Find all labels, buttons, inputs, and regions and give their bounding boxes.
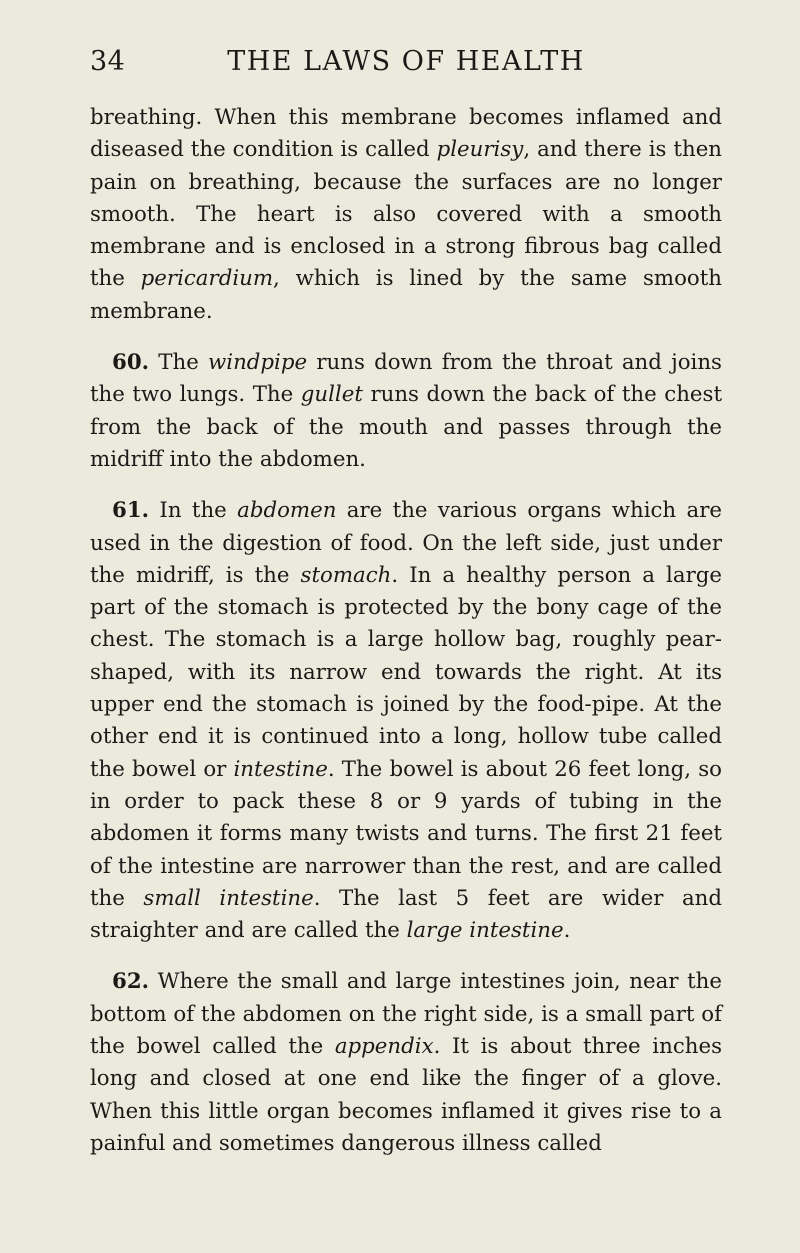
text-run: , which is lined by the same smooth membrane. bbox=[90, 266, 722, 324]
term-abdomen: abdomen bbox=[237, 498, 337, 524]
text-run: , and there is then pain on breathing, because the surfaces are no longer smooth. The heart is also covered with a smooth membrane and is enclosed in a strong fibrous bag called the bbox=[90, 137, 723, 292]
page-header bbox=[90, 46, 722, 86]
paragraph-continuation bbox=[90, 102, 722, 328]
text-run: . In a healthy person a large part of the stomach is protected by the bony cage of the chest. The stomach is a large hollow bag, roughly pear-shaped, with its narrow end towards the right. At its upper end the stomach is joined by the food-pipe. At the other end it is continued into a long, hollow tube called the bowel or bbox=[90, 562, 722, 782]
text-run: Where the small and large intestines join, near the bottom of the abdomen on the right side, is a small part of the bowel called the bbox=[90, 969, 722, 1060]
text-run: runs down from the throat and joins the two lungs. The bbox=[90, 350, 722, 408]
text-run: . The last 5 feet are wider and straighter and are called the bbox=[90, 885, 722, 944]
paragraph-60 bbox=[90, 347, 722, 476]
term-windpipe: windpipe bbox=[208, 350, 308, 376]
term-pleurisy: pleurisy bbox=[436, 137, 524, 163]
term-gullet: gullet bbox=[300, 382, 363, 408]
running-title: THE LAWS OF HEALTH bbox=[227, 46, 585, 77]
text-run: . The bowel is about 26 feet long, so in order to pack these 8 or 9 yards of tubing in the abdomen it forms many twists and turns. The first 21 feet of the intestine are narrower than the rest, and are called the bbox=[90, 756, 722, 911]
paragraph-61 bbox=[90, 495, 722, 947]
paragraph-62 bbox=[90, 966, 722, 1160]
text-run: runs down the back of the chest from the back of the mouth and passes through the midriff into the abdomen. bbox=[90, 382, 723, 472]
paragraph-number: 60. bbox=[112, 350, 150, 376]
term-pericardium: pericardium bbox=[140, 266, 274, 292]
body-text bbox=[90, 102, 722, 1160]
text-run: are the various organs which are used in the digestion of food. On the left side, just under the midriff, is the bbox=[90, 498, 722, 588]
text-run: In the bbox=[149, 498, 238, 524]
text-run: . bbox=[563, 918, 571, 944]
term-stomach: stomach bbox=[300, 562, 392, 588]
term-intestine: intestine bbox=[233, 756, 328, 782]
term-appendix: appendix bbox=[334, 1034, 434, 1060]
page-number: 34 bbox=[90, 46, 126, 77]
text-run: . It is about three inches long and closed at one end like the finger of a glove. When this little organ becomes inflamed it gives rise to a painful and sometimes dangerous illness called bbox=[90, 1034, 722, 1156]
paragraph-number: 62. bbox=[112, 969, 150, 995]
term-large-intestine: large intestine bbox=[406, 918, 564, 944]
term-small-intestine: small intestine bbox=[143, 885, 314, 911]
text-run: breathing. When this membrane becomes inflamed and diseased the condition is called bbox=[90, 105, 722, 163]
text-run: The bbox=[149, 350, 209, 376]
paragraph-number: 61. bbox=[112, 498, 150, 524]
